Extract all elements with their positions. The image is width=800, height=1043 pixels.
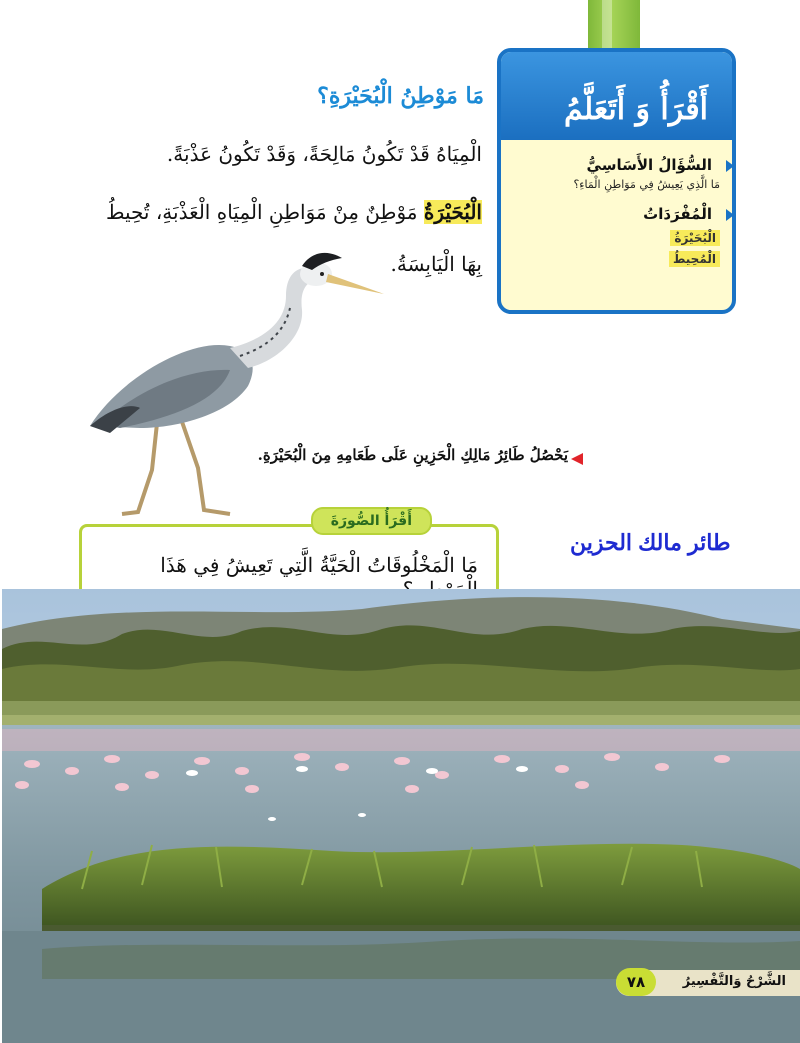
panel-header	[501, 52, 732, 140]
footer-section-title: الشَّرْحُ وَالتَّفْسِيرُ	[682, 974, 786, 989]
paragraph-line-2-text: مَوْطِنٌ مِنْ مَوَاطِنِ الْمِيَاهِ الْعَذْبَةِ، تُحِيطُ	[105, 200, 424, 224]
paragraph-line-1: الْمِيَاهُ قَدْ تَكُونُ مَالِحَةً، وَقَدْ تَكُونُ عَذْبَةً.	[166, 142, 482, 166]
panel-title: أَقْرَأُ وَ أَتَعَلَّمُ	[564, 92, 708, 127]
heron-image	[80, 238, 400, 528]
photo-caption: يَحْصُلُ طَائِرُ مَالِكِ الْحَزِينِ عَلَى طَعَامِهِ مِنَ الْبُحَيْرَةِ.	[257, 446, 568, 464]
caption-arrow-icon	[571, 453, 583, 465]
essential-question-label: السُّؤَالُ الأَسَاسِيُّ	[511, 156, 720, 174]
handwritten-annotation: طائر مالك الحزين	[570, 530, 731, 555]
section-heading: مَا مَوْطِنُ الْبُحَيْرَةِ؟	[317, 83, 484, 109]
paragraph-line-2	[106, 200, 482, 224]
paragraph-line-3: بِهَا الْيَابِسَةُ.	[390, 252, 482, 276]
highlighted-term: الْبُحَيْرَةُ	[423, 200, 482, 224]
page-number: ٧٨	[616, 968, 656, 996]
vocab-item-ocean: الْمُحِيطُ	[669, 251, 720, 267]
vocab-item-lake: الْبُحَيْرَةُ	[670, 230, 720, 246]
vocabulary-label: الْمُفْرَدَاتُ	[511, 205, 720, 223]
read-picture-label: أَقْرَأُ الصُّورَةَ	[311, 507, 432, 535]
read-picture-question: مَا الْمَخْلُوقَاتُ الْحَيَّةُ الَّتِي تَعِيشُ فِي هَذَا	[160, 553, 478, 577]
essential-question-text: مَا الَّذِي يَعِيشُ فِي مَوَاطِنِ الْمَاءِ؟	[573, 178, 720, 191]
read-and-learn-panel	[497, 48, 736, 314]
